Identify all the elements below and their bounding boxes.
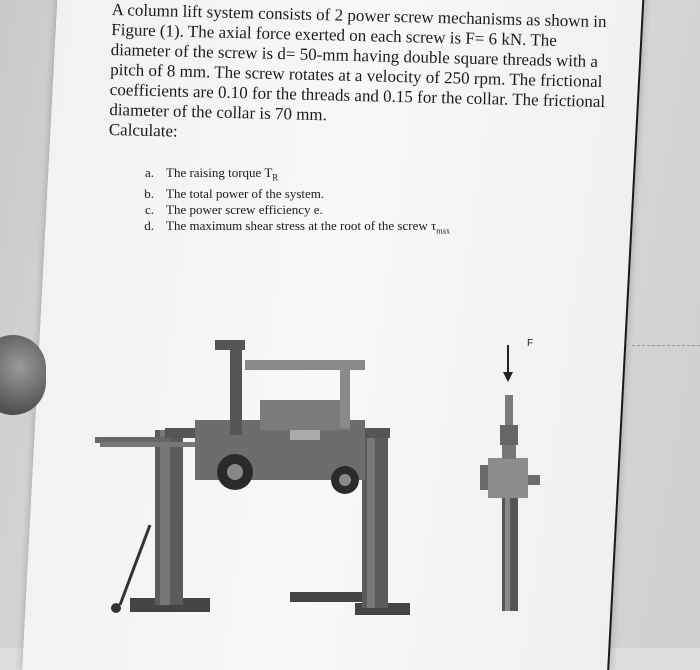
item-text: The maximum shear stress at the root of the screw $\tau_{max}$	[166, 217, 450, 236]
item-label: a.	[144, 165, 154, 180]
problem-paragraph: A column lift system consists of 2 power screw mechanisms as shown in Figure (1). The axial force exerted on each screw is F= 6 kN. The diameter of the screw is d= 50-mm having double square threads with a pitch of 8 mm. The screw rotates at a velocity of 250 rpm. The frictional coefficients are 0.10 for the threads and 0.15 for the collar. The frictional diameter of the collar is 70 mm.	[109, 0, 607, 125]
item-label: d.	[144, 217, 154, 233]
item-text: The raising torque $T_R$	[166, 165, 279, 183]
item-label: b.	[144, 185, 154, 201]
column-lift-illustration	[95, 340, 410, 615]
item-label: c.	[144, 201, 154, 217]
item-text: The power screw efficiency e.	[166, 201, 323, 217]
power-screw-illustration	[480, 345, 540, 611]
force-label: F	[527, 338, 534, 349]
calculate-heading: Calculate:	[108, 119, 178, 141]
item-text: The total power of the system.	[166, 185, 325, 201]
